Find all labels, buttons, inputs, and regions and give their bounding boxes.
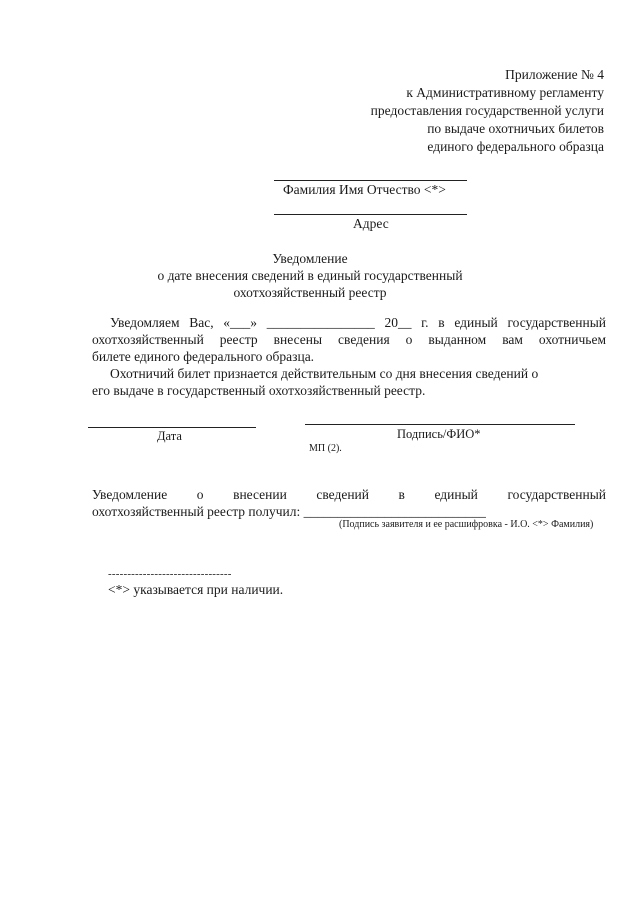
receipt-line-2: охотхозяйственный реестр получил: ___________________________ (92, 504, 486, 519)
appendix-service: предоставления государственной услуги (370, 103, 604, 118)
appendix-format: единого федерального образца (427, 139, 604, 154)
receipt-caption: (Подпись заявителя и ее расшифровка - И.О. <*> Фамилия) (339, 519, 594, 530)
notification-title (140, 250, 480, 301)
footnote-separator: -------------------------------- (108, 568, 232, 580)
receipt-line-1: Уведомление о внесении сведений в единый государственный (92, 487, 606, 502)
recipient-address-line (274, 214, 467, 215)
notification-body (92, 314, 606, 399)
date-line (88, 427, 256, 428)
receipt-block (92, 486, 606, 520)
seal-label: МП (2). (309, 443, 342, 454)
date-label: Дата (157, 429, 182, 443)
signature-line (305, 424, 575, 425)
title-line-3: охотхозяйственный реестр (233, 285, 387, 300)
body-line-5: его выдаче в государственный охотхозяйственный реестр. (92, 383, 426, 398)
recipient-name-caption: Фамилия Имя Отчество <*> (283, 182, 446, 197)
title-line-2: о дате внесения сведений в единый государственный (157, 268, 463, 283)
footnote-text: <*> указывается при наличии. (108, 582, 284, 597)
appendix-header (371, 66, 604, 156)
body-line-2: охотхозяйственный реестр внесены сведения о выданном вам охотничьем (92, 332, 606, 347)
appendix-reference: к Административному регламенту (406, 85, 604, 100)
signature-label: Подпись/ФИО* (397, 427, 481, 441)
appendix-subject: по выдаче охотничьих билетов (427, 121, 604, 136)
body-line-3: билете единого федерального образца. (92, 349, 315, 364)
title-line-1: Уведомление (272, 251, 348, 266)
body-line-1: Уведомляем Вас, «___» ________________ 20__ г. в единый государственный (110, 315, 606, 330)
recipient-address-caption: Адрес (353, 216, 389, 231)
body-line-4: Охотничий билет признается действительным со дня внесения сведений о (110, 366, 539, 381)
appendix-number: Приложение № 4 (505, 67, 604, 82)
recipient-name-line (274, 180, 467, 181)
